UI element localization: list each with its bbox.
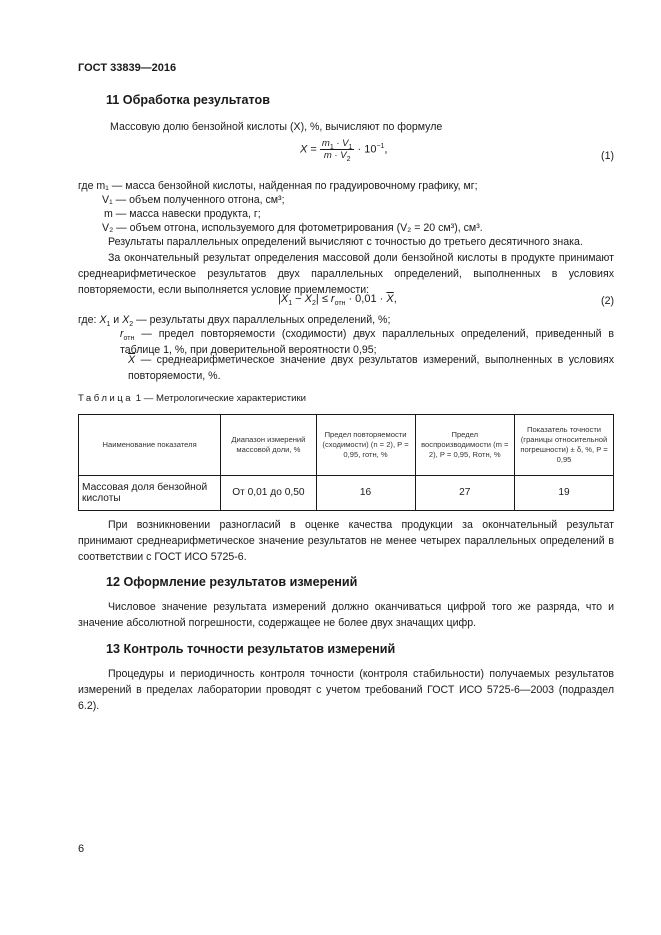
- cell-range: От 0,01 до 0,50: [221, 476, 316, 511]
- paragraph-disagreement: При возникновении разногласий в оценке качества продукции за окончательный результат принимают среднеарифметическое значение результатов не менее четырех параллельных определений в соответствии с ГОСТ ИСО 5725-6.: [78, 519, 614, 563]
- where-m1: где m₁ — масса бензойной кислоты, найденная по градуировочному графику, мг;: [78, 180, 478, 192]
- cell-name: Массовая доля бензойной кислоты: [79, 476, 221, 511]
- table-row: [79, 476, 614, 511]
- header-reproducibility: Предел воспроизводимости (m = 2), P = 0,95, Rотн, %: [415, 415, 515, 476]
- where2-x: где: $X_1$ и $X_2$ — результаты двух параллельных определений, %;: [78, 314, 391, 329]
- cell-reproducibility: 27: [415, 476, 515, 511]
- header-repeatability: Предел повторяемости (сходимости) (n = 2), P = 0,95, rотн, %: [316, 415, 415, 476]
- section-12-text: Числовое значение результата измерений должно оканчиваться цифрой того же разряда, что и значение абсолютной погрешности, содержащее не более двух значащих цифр.: [78, 601, 614, 629]
- header-range: Диапазон измерений массовой доли, %: [221, 415, 316, 476]
- section-13-text: Процедуры и периодичность контроля точности (контроля стабильности) получаемых результатов измерений в пределах лаборатории проводят с учетом требований ГОСТ ИСО 5725-6—2003 (подраздел 6.2).: [78, 668, 614, 712]
- formula-2-number: (2): [601, 295, 614, 307]
- paragraph-precision: Результаты параллельных определений вычисляют с точностью до третьего десятичного знака.: [108, 236, 583, 248]
- where2-r: $r_{отн}$ — предел повторяемости (сходимости) двух параллельных определений, приведенный в таблице 1, %, при доверительной вероятности 0,95;: [120, 328, 614, 356]
- formula-2: $|X_1 - X_2| \le r_{отн} \cdot 0,01 \cdot \overline{X}$,: [278, 293, 397, 308]
- where-v1: V₁ — объем полученного отгона, см³;: [102, 194, 285, 206]
- formula-1: X = $\frac{m_1 \cdot V_1}{m \cdot V_2}$ · $10^{-1}$,: [300, 138, 388, 163]
- header-accuracy: Показатель точности (границы относительной погрешности) ± δ, %, P = 0,95: [515, 415, 614, 476]
- where-v2: V₂ — объем отгона, используемого для фотометрирования (V₂ = 20 см³), см³.: [102, 222, 483, 234]
- standard-header: ГОСТ 33839—2016: [78, 62, 177, 74]
- cell-accuracy: 19: [515, 476, 614, 511]
- page-number: 6: [78, 843, 85, 855]
- where-m: m — масса навески продукта, г;: [104, 208, 261, 220]
- section-11-intro: Массовую долю бензойной кислоты (X), %, вычисляют по формуле: [110, 121, 443, 133]
- formula-1-number: (1): [601, 150, 614, 162]
- section-11-title: 11 Обработка результатов: [106, 93, 270, 107]
- cell-repeatability: 16: [316, 476, 415, 511]
- table-1-caption: Таблица 1 — Метрологические характеристики: [78, 393, 307, 404]
- section-12-title: 12 Оформление результатов измерений: [106, 575, 358, 589]
- paragraph-final-result: За окончательный результат определения массовой доли бензойной кислоты в продукте принимают среднеарифметическое результатов двух параллельных определений, выполненных в условиях повторяемости, если выполняется условие приемлемости:: [78, 252, 614, 296]
- section-13-title: 13 Контроль точности результатов измерений: [106, 642, 396, 656]
- header-indicator: Наименование показателя: [79, 415, 221, 476]
- metrological-table: [78, 414, 614, 511]
- where2-xbar: $\overline{X}$ — среднеарифметическое значение двух результатов измерений, выполненных в условиях повторяемости, %.: [128, 354, 614, 382]
- table-header-row: [79, 415, 614, 476]
